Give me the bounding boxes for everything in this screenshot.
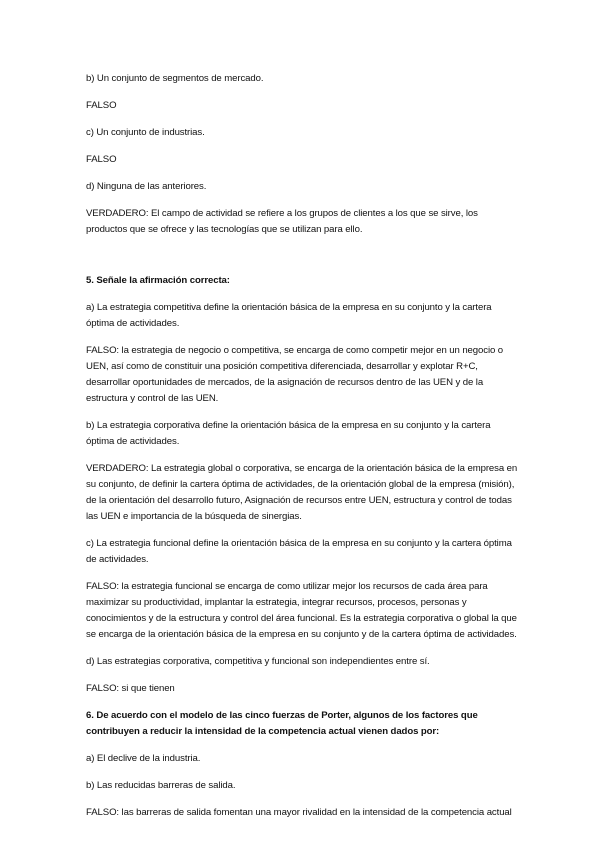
q5-answer-c: FALSO: la estrategia funcional se encarga de como utilizar mejor los recursos de cada área para maximizar su productividad, implantar la estrategia, integrar recursos, procesos, personas y conocimientos y de la estructura y control del área funcional. Es la estrategia corporativa o global la que se encarga de la orientación básica de la empresa en su conjunto y de la cartera óptima de actividades. <box>86 581 517 640</box>
q5-option-d: d) Las estrategias corporativa, competitiva y funcional son independientes entre sí. <box>86 656 430 667</box>
q5-answer-a: FALSO: la estrategia de negocio o competitiva, se encarga de como competir mejor en un negocio o UEN, así como de constituir una posición competitiva diferenciada, desarrollar y explotar R+C, desarrollar oportunidades de mercados, de la asignación de recursos dentro de las UEN y de la estructura y control de las UEN. <box>86 345 504 404</box>
section-spacer <box>86 249 520 273</box>
option-c-industrias: c) Un conjunto de industrias. <box>86 127 205 138</box>
option-d-ninguna: d) Ninguna de las anteriores. <box>86 181 207 192</box>
q5-answer-b: VERDADERO: La estrategia global o corporativa, se encarga de la orientación básica de la empresa en su conjunto, de definir la cartera óptima de actividades, de la orientación global de la empresa (misión), de la orientación del desarrollo futuro, Asignación de recursos entre UEN, estructura y control de todas las UEN e importancia de la búsqueda de sinergias. <box>86 463 518 522</box>
question-5-heading: 5. Señale la afirmación correcta: <box>86 275 230 286</box>
q6-answer-b: FALSO: las barreras de salida fomentan una mayor rivalidad en la intensidad de la competencia actual <box>86 807 512 818</box>
q5-option-c: c) La estrategia funcional define la orientación básica de la empresa en su conjunto y la cartera óptima de actividades. <box>86 538 512 565</box>
option-b-segmentos: b) Un conjunto de segmentos de mercado. <box>86 73 264 84</box>
answer-b-falso: FALSO <box>86 100 117 111</box>
q5-option-b: b) La estrategia corporativa define la orientación básica de la empresa en su conjunto y la cartera óptima de actividades. <box>86 420 491 447</box>
question-6-heading: 6. De acuerdo con el modelo de las cinco fuerzas de Porter, algunos de los factores que contribuyen a reducir la intensidad de la competencia actual vienen dados por: <box>86 710 478 737</box>
q5-option-a: a) La estrategia competitiva define la orientación básica de la empresa en su conjunto y la cartera óptima de actividades. <box>86 302 492 329</box>
q6-option-b: b) Las reducidas barreras de salida. <box>86 780 236 791</box>
answer-c-falso: FALSO <box>86 154 117 165</box>
answer-d-verdadero: VERDADERO: El campo de actividad se refiere a los grupos de clientes a los que se sirve, los productos que se ofrece y las tecnologías que se utilizan para ello. <box>86 208 478 235</box>
q5-answer-d: FALSO: si que tienen <box>86 683 175 694</box>
q6-option-a: a) El declive de la industria. <box>86 753 201 764</box>
